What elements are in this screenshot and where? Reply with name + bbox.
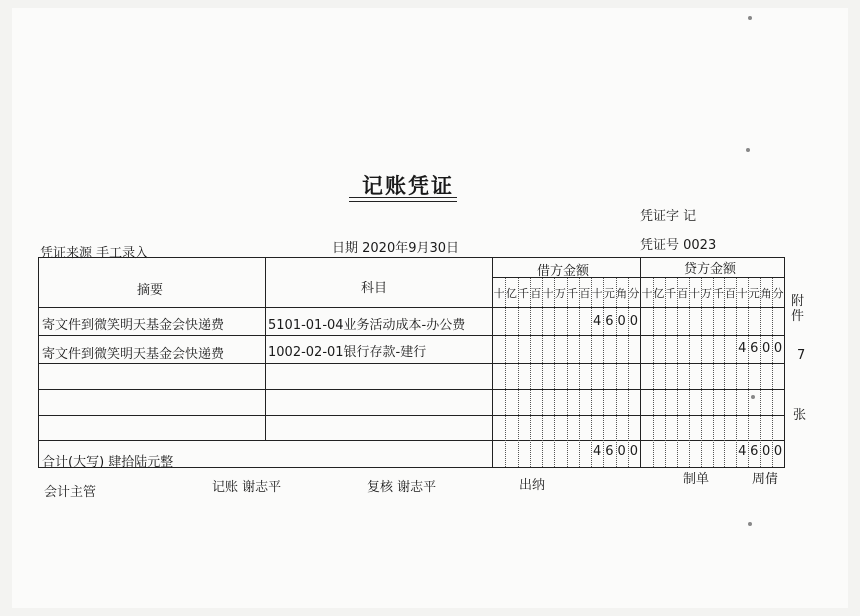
credit-digit-separator <box>772 278 773 467</box>
header-summary: 摘要 <box>137 283 164 298</box>
header-subject: 科目 <box>361 281 388 296</box>
credit-digit-unit: 分 <box>772 287 784 300</box>
debit-digit-unit: 角 <box>616 287 628 300</box>
scan-speck <box>746 148 750 152</box>
credit-digit-unit: 千 <box>712 287 724 300</box>
voucher-number: 凭证号 0023 <box>640 238 717 253</box>
credit-digit-unit: 万 <box>701 287 713 300</box>
row-1-subject: 5101-01-04业务活动成本-办公费 <box>268 318 466 333</box>
debit-digit-unit: 千 <box>518 287 530 300</box>
header-bottom-line <box>39 307 784 308</box>
total-credit-digit: 6 <box>750 444 759 459</box>
row-2-credit-digit: 0 <box>761 341 771 356</box>
credit-digit-separator <box>653 278 654 467</box>
footer-supervisor: 会计主管 <box>44 485 97 500</box>
row-1-debit-digit: 0 <box>629 314 639 329</box>
debit-digit-separator <box>530 278 531 467</box>
row-line-5 <box>39 440 784 441</box>
total-debit-digit: 0 <box>629 444 639 459</box>
voucher-word: 凭证字 记 <box>640 209 697 224</box>
debit-digit-separator <box>628 278 629 467</box>
credit-digit-separator <box>665 278 666 467</box>
debit-digit-unit: 分 <box>628 287 640 300</box>
credit-digit-unit: 千 <box>665 287 677 300</box>
debit-digit-unit: 十 <box>493 287 505 300</box>
debit-digit-unit: 十 <box>542 287 554 300</box>
debit-digit-unit: 亿 <box>505 287 517 300</box>
total-debit-digit: 6 <box>605 444 614 459</box>
row-line-2 <box>39 363 784 364</box>
scan-speck <box>751 395 755 399</box>
total-label: 合计(大写) 肆拾陆元整 <box>42 455 174 470</box>
credit-digit-separator <box>736 278 737 467</box>
credit-digit-separator <box>677 278 678 467</box>
voucher-source: 凭证来源 手工录入 <box>40 246 149 261</box>
credit-digit-unit: 角 <box>760 287 772 300</box>
attachment-count: 7 <box>797 348 806 363</box>
credit-digit-unit: 元 <box>748 287 760 300</box>
row-2-subject: 1002-02-01银行存款-建行 <box>268 345 427 360</box>
title-underline-2 <box>349 201 457 202</box>
row-1-debit-digit: 6 <box>605 314 614 329</box>
row-line-1 <box>39 335 784 336</box>
footer-bookkeeper: 记账 谢志平 <box>212 480 282 495</box>
footer-preparer-name: 周倩 <box>752 472 779 487</box>
voucher-date: 日期 2020年9月30日 <box>332 241 460 256</box>
attachment-label-1: 附 <box>791 294 805 309</box>
debit-digit-separator <box>542 278 543 467</box>
footer-cashier: 出纳 <box>519 478 546 493</box>
debit-digit-separator <box>505 278 506 467</box>
credit-digit-unit: 百 <box>677 287 689 300</box>
scan-speck <box>748 16 752 20</box>
voucher-title: 记账凭证 <box>362 174 454 198</box>
debit-digit-separator <box>567 278 568 467</box>
credit-digit-unit: 百 <box>724 287 736 300</box>
debit-digit-unit: 十 <box>591 287 603 300</box>
row-2-credit-digit: 4 <box>738 341 747 356</box>
row-2-credit-digit: 6 <box>750 341 759 356</box>
header-credit: 贷方金额 <box>684 262 737 277</box>
footer-preparer: 制单 <box>683 472 710 487</box>
amount-header-sep <box>492 277 784 278</box>
total-credit-digit: 0 <box>761 444 771 459</box>
attachment-label-2: 件 <box>791 309 805 324</box>
debit-digit-separator <box>616 278 617 467</box>
credit-digit-separator <box>724 278 725 467</box>
col-sep-summary <box>265 258 266 440</box>
debit-digit-separator <box>591 278 592 467</box>
footer-reviewer: 复核 谢志平 <box>367 480 437 495</box>
title-underline-1 <box>349 197 457 198</box>
credit-digit-unit: 十 <box>641 287 653 300</box>
debit-digit-unit: 百 <box>579 287 591 300</box>
row-line-3 <box>39 389 784 390</box>
row-1-debit-digit: 0 <box>617 314 626 329</box>
attachment-unit: 张 <box>793 408 807 423</box>
row-1-summary: 寄文件到微笑明天基金会快递费 <box>42 318 225 333</box>
credit-digit-separator <box>760 278 761 467</box>
credit-digit-separator <box>748 278 749 467</box>
total-credit-digit: 4 <box>738 444 747 459</box>
credit-digit-unit: 十 <box>736 287 748 300</box>
credit-digit-separator <box>713 278 714 467</box>
debit-digit-unit: 千 <box>567 287 579 300</box>
voucher-table <box>38 257 785 468</box>
total-debit-digit: 0 <box>617 444 626 459</box>
debit-digit-unit: 百 <box>530 287 542 300</box>
debit-digit-unit: 万 <box>554 287 566 300</box>
row-1-debit-digit: 4 <box>592 314 602 329</box>
debit-digit-separator <box>518 278 519 467</box>
debit-digit-separator <box>579 278 580 467</box>
credit-digit-unit: 亿 <box>653 287 665 300</box>
debit-digit-separator <box>554 278 555 467</box>
total-debit-digit: 4 <box>592 444 602 459</box>
credit-digit-unit: 十 <box>689 287 701 300</box>
debit-digit-separator <box>603 278 604 467</box>
row-2-summary: 寄文件到微笑明天基金会快递费 <box>42 347 225 362</box>
debit-digit-unit: 元 <box>603 287 615 300</box>
scan-speck <box>748 522 752 526</box>
row-2-credit-digit: 0 <box>773 341 783 356</box>
credit-digit-separator <box>701 278 702 467</box>
row-line-4 <box>39 415 784 416</box>
header-debit: 借方金额 <box>537 264 590 279</box>
credit-digit-separator <box>689 278 690 467</box>
total-credit-digit: 0 <box>773 444 783 459</box>
